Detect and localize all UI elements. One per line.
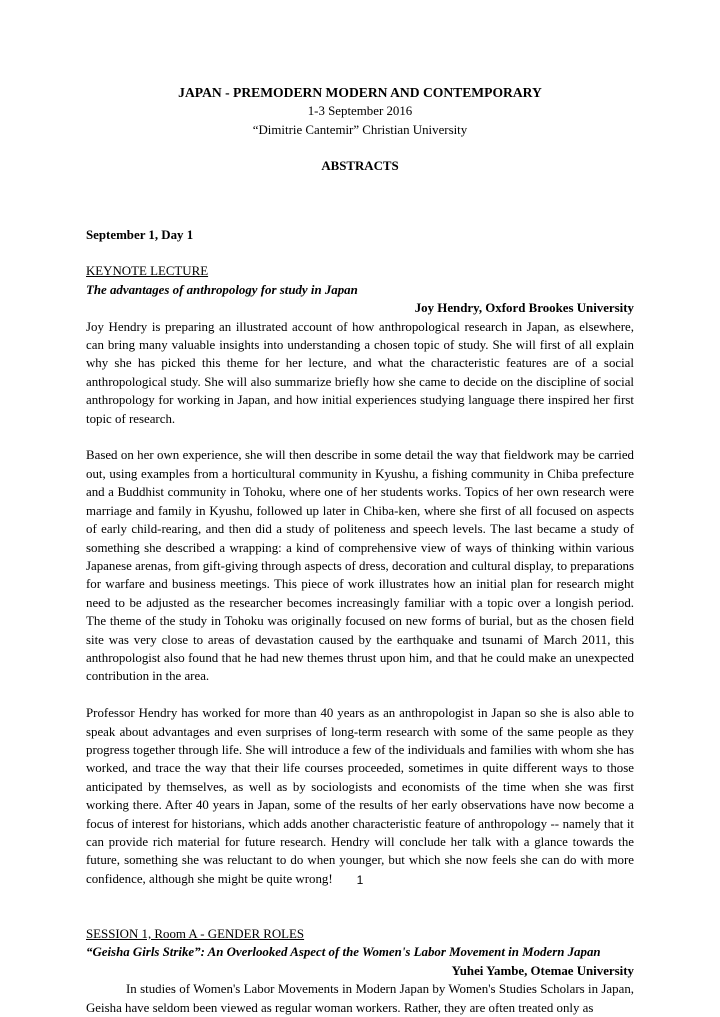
session-talk-paragraph: In studies of Women's Labor Movements in Modern Japan by Women's Studies Scholars in Japan, Geisha have seldom been viewed as regular woman workers. Rather, they are often treated only as bbox=[86, 982, 634, 1015]
section-heading: ABSTRACTS bbox=[321, 159, 399, 174]
session-talk-title: “Geisha Girls Strike”: An Overlooked Aspect of the Women's Labor Movement in Modern Japan bbox=[86, 945, 601, 960]
session-talk-author: Yuhei Yambe, Otemae University bbox=[451, 963, 634, 978]
keynote-paragraph-2: Based on her own experience, she will then describe in some detail the way that fieldwork may be carried out, using examples from a horticultural community in Kyushu, a fishing community in Chiba prefecture and a Buddhist community in Tohoku, where one of her students works. Topics of her own research were marriage and family in Kyushu, followed up later in Chiba-ken, where she first of all focused on aspects of early child-rearing, and then did a study of politeness and speech levels. The last became a study of something she described a wrapping: a kind of comprehensive view of ways of thinking within various Japanese arenas, from gift-giving through aspects of dress, decoration and cultural display, to preparations for warfare and business meetings. This piece of work illustrates how an initial plan for research might need to be adjusted as the researcher becomes increasingly familiar with a topic over a longish period. The theme of the study in Tohoku was originally focused on new forms of burial, but as the chosen field site was very close to areas of devastation caused by the earthquake and tsunami of March 2011, this anthropologist also found that he had new themes thrust upon him, and that he could make an unexpected contribution in the area. bbox=[86, 448, 634, 684]
day-heading: September 1, Day 1 bbox=[86, 227, 194, 242]
keynote-label: KEYNOTE LECTURE bbox=[86, 264, 209, 279]
keynote-title: The advantages of anthropology for study in Japan bbox=[86, 282, 358, 297]
keynote-author: Joy Hendry, Oxford Brookes University bbox=[414, 301, 634, 316]
keynote-paragraph-1: Joy Hendry is preparing an illustrated account of how anthropological research in Japan, as elsewhere, can bring many valuable insights into understanding a chosen topic of study. She will first of all explain why she has picked this theme for her lecture, and what the characteristic features are of a social anthropological study. She will also summarize briefly how she came to decide on the discipline of social anthropology for working in Japan, and how initial experiences studying language there inspired her first topic of research. bbox=[86, 319, 634, 426]
keynote-paragraph-3: Professor Hendry has worked for more than 40 years as an anthropologist in Japan so she is also able to speak about advantages and even surprises of long-term research with some of the same people as they progress together through life. She will introduce a few of the individuals and families with whom she has worked, and trace the way that their life courses proceeded, sometimes in quite different ways to those anticipated by themselves, as well as by sociologists and economists of the time when she was first working there. After 40 years in Japan, some of the results of her early observations have now become a focus of interest for historians, which adds another characteristic feature of anthropology -- namely that it can provide rich material for future research. Hendry will conclude her talk with a glance towards the future, something she was reluctant to do when younger, but which she now feels she can do with more confidence, although she might be quite wrong! bbox=[86, 706, 634, 886]
page-number: 1 bbox=[356, 873, 364, 887]
conference-dates: 1-3 September 2016 bbox=[307, 104, 413, 119]
document-title: JAPAN - PREMODERN MODERN AND CONTEMPORARY bbox=[178, 85, 542, 100]
session-label: SESSION 1, Room A - GENDER ROLES bbox=[86, 926, 305, 941]
institution-name: “Dimitrie Cantemir” Christian University bbox=[252, 122, 468, 137]
